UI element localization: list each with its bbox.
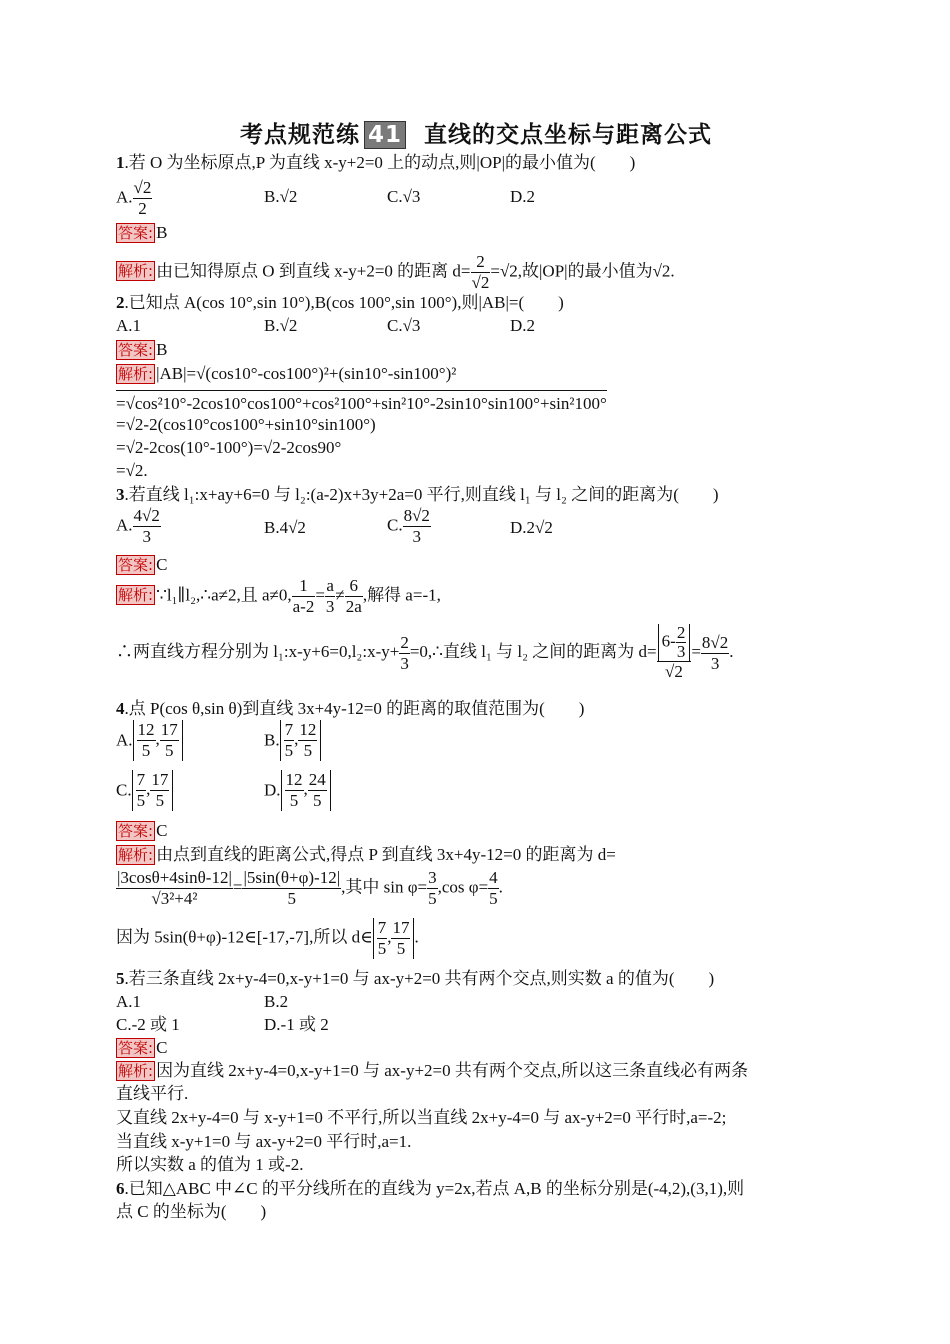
q2-stem: 2.已知点 A(cos 10°,sin 10°),B(cos 100°,sin 100°),则|AB|=( ) [116, 293, 564, 312]
q2-option-c: C.√3 [387, 316, 421, 335]
q1-option-b: B.√2 [264, 187, 298, 206]
q5-option-c: C.-2 或 1 [116, 1015, 180, 1034]
q1-analysis: 解析: 由已知得原点 O 到直线 x-y+2=0 的距离 d= $\frac{2}{√2}$ =√2,故|OP|的最小值为√2. [118, 252, 675, 292]
q3-analysis-line-1: 解析: ∵l₁∥l₂,∴a≠2,且 a≠0, $\frac{1}{a-2}$ = $\frac{a}{3}$ ≠ $\frac{6}{2a}$ ,解得 a=-1, [118, 576, 441, 616]
q5-stem: 5.若三条直线 2x+y-4=0,x-y+1=0 与 ax-y+2=0 共有两个交点,则实数 a 的值为( ) [116, 969, 715, 988]
q5-analysis-line-5: 所以实数 a 的值为 1 或-2. [116, 1155, 304, 1174]
q5-answer: 答案: C [118, 1038, 168, 1057]
q5-analysis-line-1: 解析: 因为直线 2x+y-4=0,x-y+1=0 与 ax-y+2=0 共有两个交点,所以这三条直线必有两条 [118, 1061, 749, 1080]
q5-analysis-line-2: 直线平行. [116, 1084, 189, 1103]
q1-stem: 1.若 O 为坐标原点,P 为直线 x-y+2=0 上的动点,则|OP|的最小值为( ) [116, 153, 636, 172]
q3-answer: 答案: C [118, 555, 168, 574]
q5-option-a: A.1 [116, 992, 142, 1011]
q5-analysis-line-3: 又直线 2x+y-4=0 与 x-y+1=0 不平行,所以当直线 2x+y-4=0 与 ax-y+2=0 平行时,a=-2; [116, 1108, 727, 1127]
q1-option-c: C.√3 [387, 187, 421, 206]
q4-answer: 答案: C [118, 821, 168, 840]
q1-option-a: A. $\frac{√2}{2}$ [116, 178, 152, 218]
q5-option-d: D.-1 或 2 [264, 1015, 329, 1034]
q2-option-a: A.1 [116, 316, 142, 335]
q2-option-b: B.√2 [264, 316, 298, 335]
q4-option-c: C. $\frac{7}{5}$ , $\frac{17}{5}$ [116, 770, 173, 811]
q3-option-a: A. $\frac{4√2}{3}$ [116, 506, 160, 546]
q5-analysis-line-4: 当直线 x-y+1=0 与 ax-y+2=0 平行时,a=1. [116, 1132, 412, 1151]
q2-analysis-line-3: =√2-2(cos10°cos100°+sin10°sin100°) [116, 415, 376, 434]
q2-answer: 答案: B [118, 340, 168, 359]
q4-analysis-line-3: 因为 5sin(θ+φ)-12∈[-17,-7],所以 d∈ $\frac{7}{5}$ , $\frac{17}{5}$ . [116, 918, 419, 958]
q2-analysis-line-5: =√2. [116, 461, 148, 480]
q4-option-d: D. $\frac{12}{5}$ , $\frac{24}{5}$ [264, 770, 331, 811]
q3-option-c: C. $\frac{8√2}{3}$ [387, 506, 430, 546]
q1-option-d: D.2 [510, 187, 536, 206]
q4-option-a: A. $\frac{12}{5}$ , $\frac{17}{5}$ [116, 720, 183, 761]
q4-analysis-line-1: 解析: 由点到直线的距离公式,得点 P 到直线 3x+4y-12=0 的距离为 d= [118, 845, 616, 864]
title-number-badge: 41 [364, 121, 406, 149]
q3-stem: 3.若直线 l₁:x+ay+6=0 与 l₂:(a-2)x+3y+2a=0 平行,则直线 l₁ 与 l₂ 之间的距离为( ) [116, 485, 719, 504]
q2-analysis-line-4: =√2-2cos(10°-100°)=√2-2cos90° [116, 438, 342, 457]
q4-option-b: B. $\frac{7}{5}$ , $\frac{12}{5}$ [264, 720, 321, 761]
title-prefix: 考点规范练 [239, 122, 360, 148]
q1-answer: 答案: B [118, 223, 168, 242]
q3-analysis-line-2: ∴两直线方程分别为 l₁:x-y+6=0,l₂:x-y+ $\frac{2}{3}$ =0,∴直线 l₁ 与 l₂ 之间的距离为 d= 6- $\frac{2}{3}$ √2 = $\frac{8√2}{3}$ . [116, 623, 734, 681]
q4-stem: 4.点 P(cos θ,sin θ)到直线 3x+4y-12=0 的距离的取值范围为( ) [116, 699, 585, 718]
q2-analysis-line-1: 解析: |AB|=√(cos10°-cos100°)²+(sin10°-sin100°)² [118, 364, 457, 383]
q5-option-b: B.2 [264, 992, 289, 1011]
q4-analysis-line-2: $\frac{|3\cos\theta+4\sin\theta-12|}{\text{√3²+4²}}$ = $\frac{|5\sin(\theta+\varphi)-12|}{5}$ ,其中 sin φ= $\frac{3}{5}$ ,cos φ= $\frac{4}{5}$ . [117, 868, 503, 908]
q6-stem-line-1: 6.已知△ABC 中∠C 的平分线所在的直线为 y=2x,若点 A,B 的坐标分别是(-4,2),(3,1),则 [116, 1179, 745, 1198]
q2-analysis-line-2: =√cos²10°-2cos10°cos100°+cos²100°+sin²10°-2sin10°sin100°+sin²100° [116, 390, 607, 415]
q6-stem-line-2: 点 C 的坐标为( ) [116, 1202, 267, 1221]
q3-option-b: B.4√2 [264, 518, 306, 537]
title-text: 直线的交点坐标与距离公式 [424, 122, 712, 148]
q2-option-d: D.2 [510, 316, 536, 335]
page-title [116, 116, 836, 149]
q3-option-d: D.2√2 [510, 518, 553, 537]
